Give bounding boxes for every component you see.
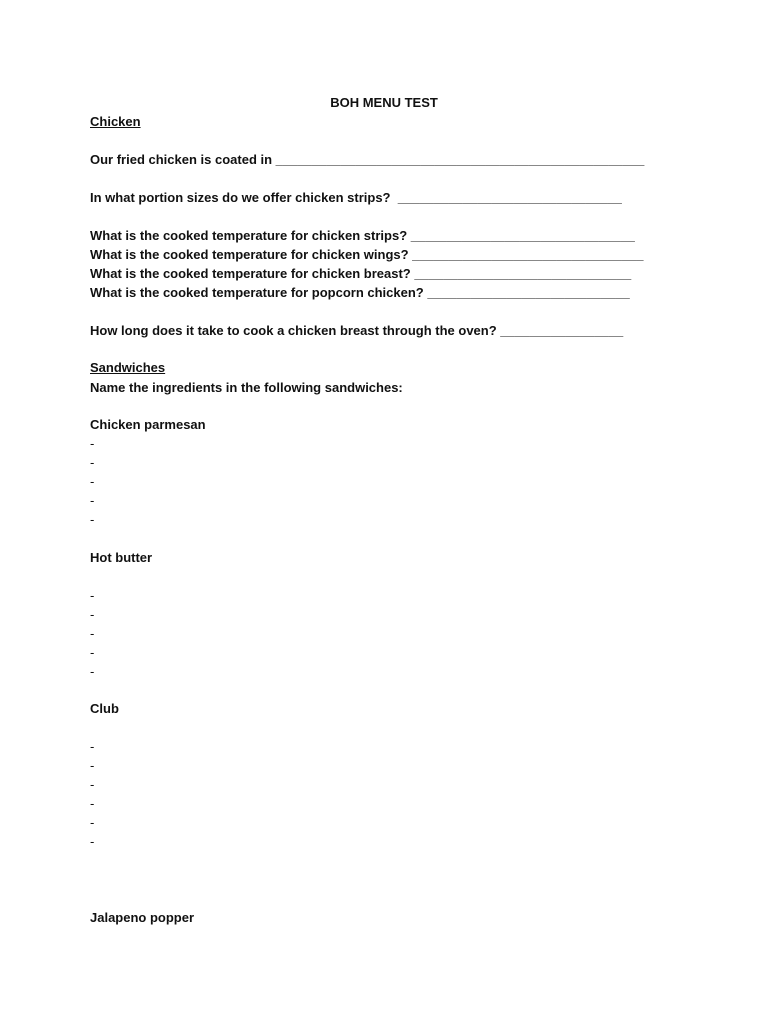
blank-bullet: - <box>90 834 95 849</box>
sandwich-name-hot-butter: Hot butter <box>90 550 153 565</box>
blank-bullet: - <box>90 436 95 451</box>
question-temp-wings: What is the cooked temperature for chicken wings? ________________________________ <box>90 247 644 262</box>
question-temp-strips: What is the cooked temperature for chicken strips? _______________________________ <box>90 228 635 243</box>
blank-bullet: - <box>90 777 95 792</box>
blank-bullet: - <box>90 455 95 470</box>
blank-bullet: - <box>90 626 95 641</box>
blank-bullet: - <box>90 645 95 660</box>
question-temp-popcorn: What is the cooked temperature for popcorn chicken? ____________________________ <box>90 285 630 300</box>
question-temp-breast: What is the cooked temperature for chicken breast? ______________________________ <box>90 266 632 281</box>
sandwiches-instruction: Name the ingredients in the following sandwiches: <box>90 380 403 395</box>
sandwiches-heading: Sandwiches <box>90 360 166 375</box>
sandwich-name-chicken-parmesan: Chicken parmesan <box>90 417 206 432</box>
question-portion-sizes: In what portion sizes do we offer chicken strips? _______________________________ <box>90 190 622 205</box>
question-cook-time-breast: How long does it take to cook a chicken breast through the oven? _________________ <box>90 323 624 338</box>
blank-bullet: - <box>90 815 95 830</box>
blank-bullet: - <box>90 758 95 773</box>
question-coating: Our fried chicken is coated in ___________________________________________________ <box>90 152 645 167</box>
blank-bullet: - <box>90 607 95 622</box>
blank-bullet: - <box>90 474 95 489</box>
blank-bullet: - <box>90 512 95 527</box>
sandwich-name-jalapeno-popper: Jalapeno popper <box>90 910 195 925</box>
blank-bullet: - <box>90 796 95 811</box>
chicken-heading: Chicken <box>90 114 141 129</box>
page-title: BOH MENU TEST <box>330 95 438 110</box>
blank-bullet: - <box>90 588 95 603</box>
blank-bullet: - <box>90 493 95 508</box>
blank-bullet: - <box>90 664 95 679</box>
blank-bullet: - <box>90 739 95 754</box>
sandwich-name-club: Club <box>90 701 119 716</box>
